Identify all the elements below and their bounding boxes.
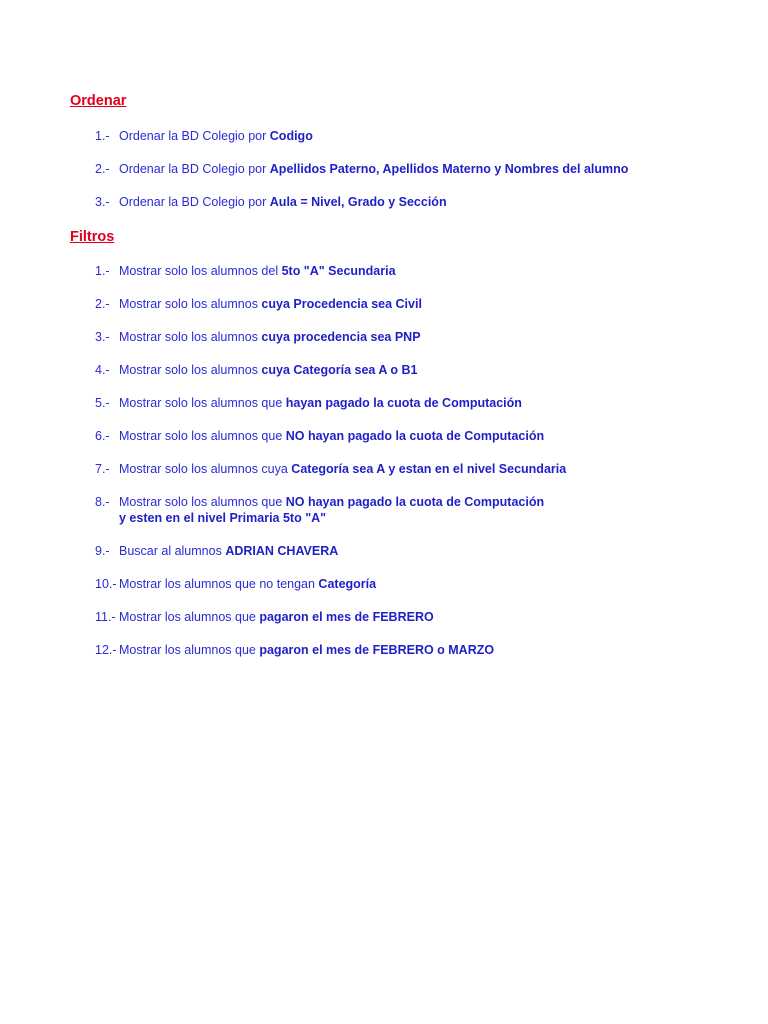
item-text (119, 263, 755, 279)
item-number: 5.- (95, 396, 110, 410)
item-text (119, 362, 755, 378)
list-item (95, 395, 755, 411)
list-item (95, 576, 755, 592)
item-number: 3.- (95, 195, 110, 209)
list-item (95, 543, 755, 559)
item-text (119, 461, 755, 477)
list-item (95, 362, 755, 378)
item-number: 3.- (95, 330, 110, 344)
item-text (119, 642, 755, 658)
item-plain-text: Mostrar los alumnos que no tengan (119, 577, 319, 591)
item-bold-text: Apellidos Paterno, Apellidos Materno y Nombres del alumno (269, 162, 629, 176)
item-bold-text: Aula = Nivel, Grado y Sección (269, 195, 447, 209)
item-number: 2.- (95, 162, 110, 176)
filtros-list (95, 263, 755, 675)
item-plain-text: Buscar al alumnos (119, 544, 226, 558)
item-text (119, 296, 755, 312)
item-bold-text: pagaron el mes de FEBRERO (259, 610, 434, 624)
list-item (95, 161, 755, 177)
item-number: 4.- (95, 363, 110, 377)
item-text (119, 428, 755, 444)
item-bold-text: 5to "A" Secundaria (281, 264, 396, 278)
item-number: 9.- (95, 544, 110, 558)
item-number: 11.- (95, 610, 116, 624)
item-bold-text: NO hayan pagado la cuota de Computación (285, 495, 545, 509)
item-text (119, 609, 755, 625)
list-item (95, 494, 755, 526)
item-text (119, 329, 755, 345)
item-plain-text: Mostrar solo los alumnos cuya (119, 462, 292, 476)
item-text (119, 194, 755, 210)
item-number: 6.- (95, 429, 110, 443)
list-item (95, 461, 755, 477)
item-number: 12.- (95, 643, 117, 657)
list-item (95, 642, 755, 658)
item-bold-text: Codigo (269, 129, 313, 143)
item-bold-text: Categoría (318, 577, 377, 591)
item-bold-text: NO hayan pagado la cuota de Computación (285, 429, 545, 443)
item-text (119, 128, 755, 144)
item-number: 8.- (95, 495, 110, 509)
item-plain-text: Mostrar los alumnos que (119, 643, 260, 657)
item-plain-text: Mostrar solo los alumnos del (119, 264, 282, 278)
list-item (95, 296, 755, 312)
item-plain-text: Mostrar solo los alumnos que (119, 495, 286, 509)
list-item (95, 194, 755, 210)
item-plain-text: Ordenar la BD Colegio por (119, 195, 270, 209)
item-bold-text: cuya Procedencia sea Civil (261, 297, 422, 311)
item-bold-text: cuya procedencia sea PNP (261, 330, 421, 344)
item-continuation-text: y esten en el nivel Primaria 5to "A" (119, 511, 327, 525)
item-bold-text: Categoría sea A y estan en el nivel Secundaria (291, 462, 567, 476)
item-text (119, 395, 755, 411)
item-text (119, 543, 755, 559)
section-title-filtros: Filtros (70, 229, 115, 245)
list-item (95, 329, 755, 345)
item-text (119, 576, 755, 592)
item-number: 10.- (95, 577, 117, 591)
item-bold-text: cuya Categoría sea A o B1 (261, 363, 418, 377)
item-number: 1.- (95, 129, 110, 143)
item-plain-text: Mostrar solo los alumnos que (119, 396, 286, 410)
section-title-ordenar: Ordenar (70, 93, 127, 109)
list-item (95, 428, 755, 444)
item-plain-text: Mostrar solo los alumnos (119, 330, 262, 344)
item-bold-text: hayan pagado la cuota de Computación (285, 396, 522, 410)
list-item (95, 609, 755, 625)
item-plain-text: Mostrar solo los alumnos que (119, 429, 286, 443)
item-bold-text: ADRIAN CHAVERA (225, 544, 339, 558)
item-text (119, 161, 755, 177)
item-text (119, 494, 755, 526)
item-number: 1.- (95, 264, 110, 278)
item-number: 2.- (95, 297, 110, 311)
item-plain-text: Mostrar solo los alumnos (119, 363, 262, 377)
list-item (95, 263, 755, 279)
item-plain-text: Ordenar la BD Colegio por (119, 129, 270, 143)
ordenar-list (95, 128, 755, 227)
item-plain-text: Ordenar la BD Colegio por (119, 162, 270, 176)
item-bold-text: pagaron el mes de FEBRERO o MARZO (259, 643, 495, 657)
list-item (95, 128, 755, 144)
item-plain-text: Mostrar solo los alumnos (119, 297, 262, 311)
item-number: 7.- (95, 462, 110, 476)
item-plain-text: Mostrar los alumnos que (119, 610, 260, 624)
